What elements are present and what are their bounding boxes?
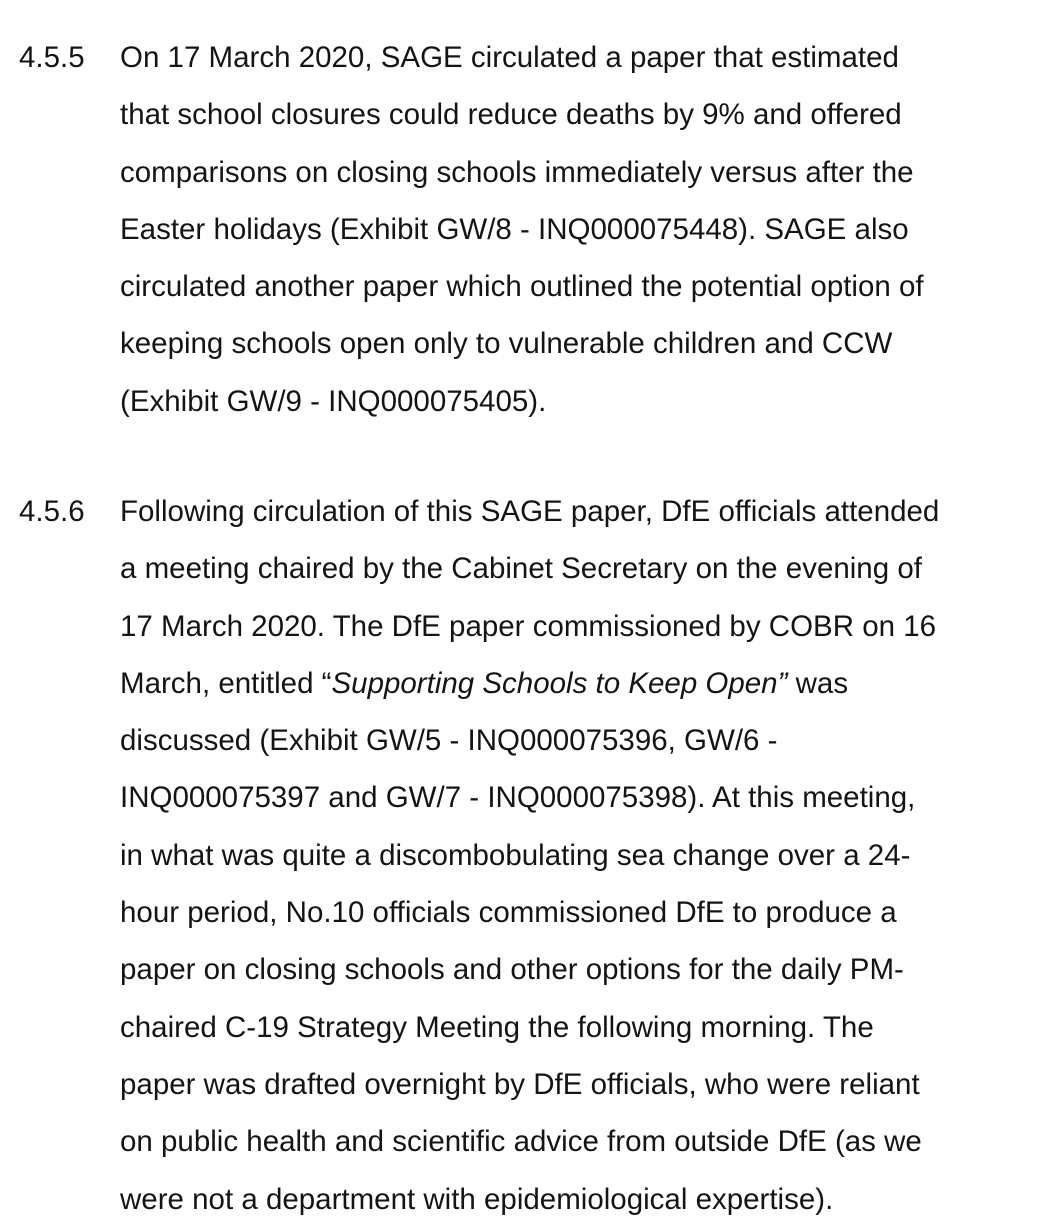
- paragraph-number: 4.5.6: [19, 495, 85, 528]
- text-line: in what was quite a discombobulating sea change over a 24-: [120, 838, 911, 872]
- text-line: a meeting chaired by the Cabinet Secretary on the evening of: [120, 552, 922, 586]
- paper-title: Supporting Schools to Keep Open”: [331, 666, 788, 700]
- text-line: (Exhibit GW/9 - INQ000075405).: [120, 384, 547, 418]
- text-line: on public health and scientific advice from outside DfE (as we: [120, 1125, 922, 1159]
- text-line: comparisons on closing schools immediately versus after the: [120, 155, 914, 189]
- text-line: that school closures could reduce deaths by 9% and offered: [120, 98, 902, 132]
- text-line: were not a department with epidemiological expertise).: [120, 1182, 834, 1216]
- text-line-with-title: [120, 655, 1035, 712]
- text-run: March, entitled “: [120, 666, 332, 700]
- text-line: discussed (Exhibit GW/5 - INQ000075396, GW/6 -: [120, 724, 778, 758]
- paragraph-number: 4.5.5: [19, 41, 85, 74]
- text-line: INQ000075397 and GW/7 - INQ000075398). At this meeting,: [120, 781, 916, 815]
- text-line: paper was drafted overnight by DfE officials, who were reliant: [120, 1067, 920, 1101]
- text-line: paper on closing schools and other options for the daily PM-: [120, 953, 904, 987]
- text-run: was: [787, 666, 849, 700]
- text-line: Following circulation of this SAGE paper, DfE officials attended: [120, 495, 940, 528]
- text-line: On 17 March 2020, SAGE circulated a paper that estimated: [120, 41, 899, 74]
- text-line: chaired C-19 Strategy Meeting the following morning. The: [120, 1010, 874, 1044]
- text-line: circulated another paper which outlined the potential option of: [120, 270, 924, 304]
- text-line: keeping schools open only to vulnerable children and CCW: [120, 327, 893, 361]
- text-line: hour period, No.10 officials commissioned DfE to produce a: [120, 896, 897, 930]
- text-line: 17 March 2020. The DfE paper commissioned by COBR on 16: [120, 609, 937, 643]
- text-line: Easter holidays (Exhibit GW/8 - INQ000075448). SAGE also: [120, 212, 909, 246]
- paragraph-body: [120, 29, 1035, 430]
- paragraph-body: [120, 483, 1035, 1228]
